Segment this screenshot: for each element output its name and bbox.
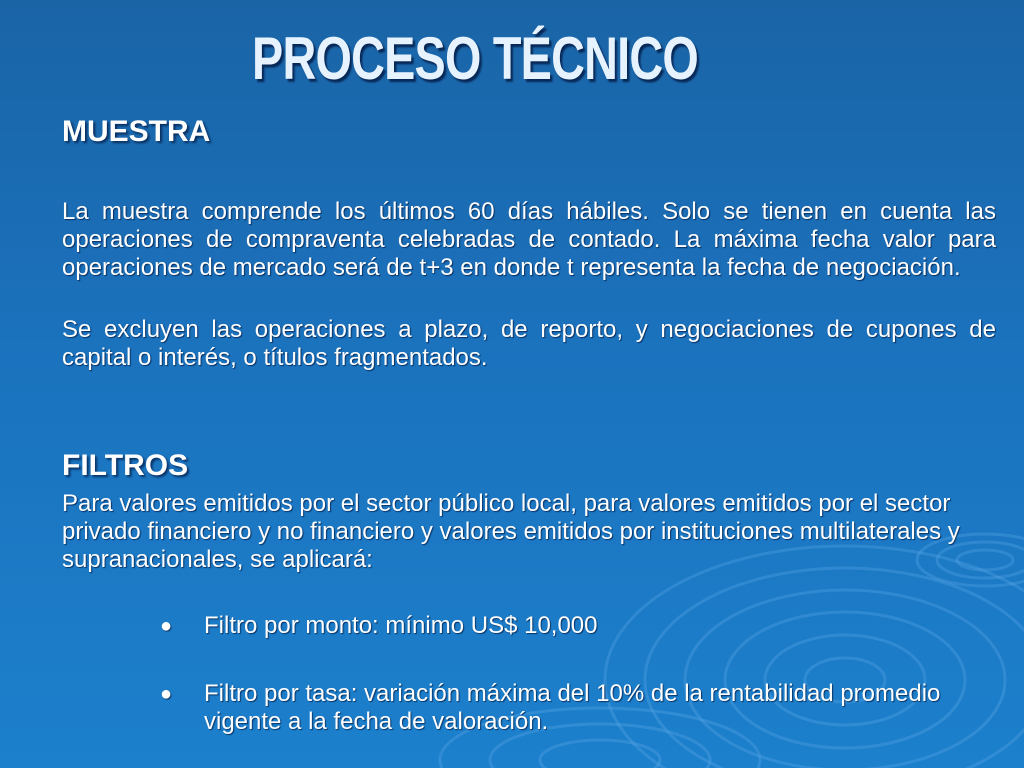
bullet-text-monto: Filtro por monto: mínimo US$ 10,000 <box>204 612 598 639</box>
filtros-intro: Para valores emitidos por el sector público local, para valores emitidos por el sector privado financiero y no financiero y valores emitidos por instituciones multilaterales y supranacionales, se aplicará: <box>62 490 960 573</box>
bullet-text-tasa: Filtro por tasa: variación máxima del 10% de la rentabilidad promedio vigente a la fecha de valoración. <box>204 680 941 735</box>
muestra-paragraph-2: Se excluyen las operaciones a plazo, de reporto, y negociaciones de cupones de capital o interés, o títulos fragmentados. <box>62 316 996 371</box>
section-heading-muestra: MUESTRA <box>62 115 211 148</box>
slide-title: PROCESO TÉCNICO <box>252 25 698 92</box>
section-heading-filtros: FILTROS <box>62 449 189 482</box>
bullet-icon: ● <box>160 615 173 637</box>
muestra-paragraph-1: La muestra comprende los últimos 60 días hábiles. Solo se tienen en cuenta las operaciones de compraventa celebradas de contado. La máxima fecha valor para operaciones de mercado será de t+3 en donde t representa la fecha de negociación. <box>62 198 996 281</box>
bullet-icon: ● <box>160 683 173 705</box>
